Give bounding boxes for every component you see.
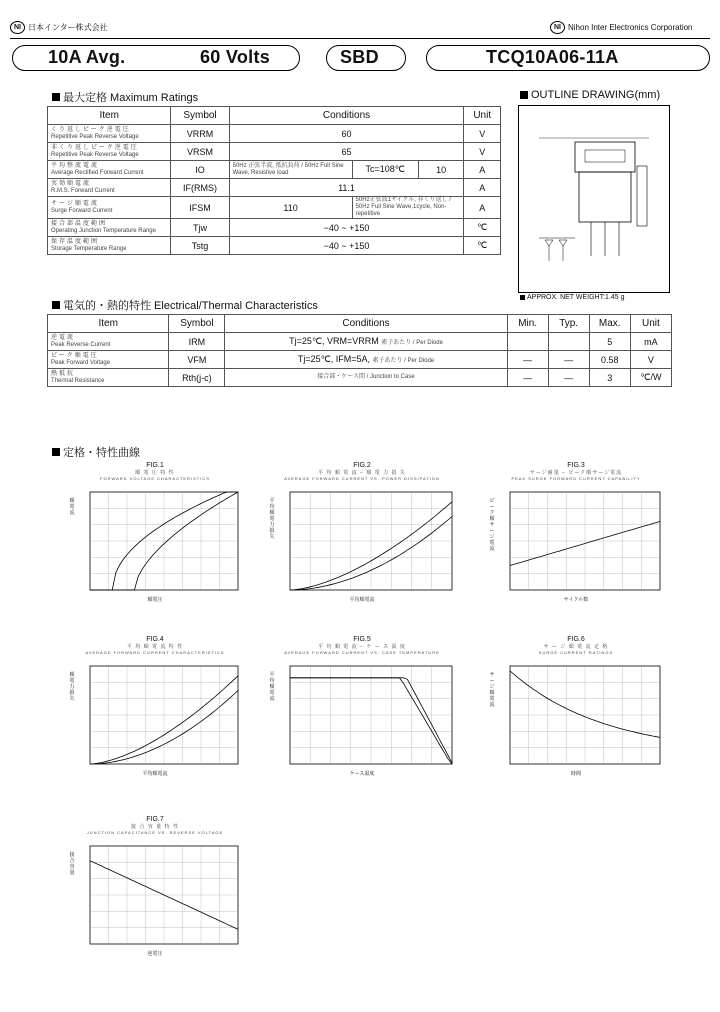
fig-plot: [62, 836, 248, 966]
table-row: ピーク順電圧 Peak Forward Voltage VFM Tj=25℃, IFM=5A, 素子あたり / Per Diode — — 0.58 V: [48, 351, 672, 369]
fig-label: FIG.3: [567, 462, 585, 469]
fig-subtitle: PEAK SURGE FORWARD CURRENT CAPABILITY: [511, 476, 641, 481]
fig-label: FIG.2: [353, 462, 371, 469]
fig-xlabel: ケース温度: [349, 771, 375, 777]
fig-plot: [62, 656, 248, 786]
fig-ylabel: 順電流: [69, 498, 75, 516]
electrical-title: 電気的・熱的特性 Electrical/Thermal Characteristics: [52, 297, 318, 313]
fig-5: [262, 636, 462, 786]
fig-label: FIG.4: [146, 636, 164, 643]
fig-xlabel: 時間: [570, 771, 581, 777]
table-row: 平均整流電流 Average Rectified Forward Current IO 50Hz 正弦半波, 抵抗負荷 / 50Hz Full Sine Wave, Resistive load Tc=108℃ 10 A: [48, 161, 501, 179]
right-logo-text: Nihon Inter Electronics Corporation: [568, 23, 693, 32]
fig-title: 接 合 容 量 特 性: [131, 824, 179, 830]
fig-1: [62, 462, 248, 612]
max-ratings-table: Item Symbol Conditions Unit くり返しピーク逆電圧 Repetitive Peak Reverse Voltage VRRM 60 V 非くり返しピーク逆電圧 Repetitive Peak Reverse Voltage VRSM 65 V 平均整流電流 Average Rectified Forward Current IO 50Hz 正弦半波, 抵抗負荷 / 50Hz Full Sine Wave, Resistive load Tc=108℃ 10 A 実効順電流 R.M.S. Forward Current IF(RMS) 11.1 A サージ順電流 Surge Forward Current IFSM 110 50Hz正弦波1サイクル, 非くり返し / 50Hz Full Sine Wave,1cycle, Non-repetitive A 接合部温度範囲 Operating Junction Temperature Range Tjw −40 ~ +150 ℃ 保存温度範囲 Storage Temperature Range Tstg −40 ~ +150 ℃: [47, 106, 501, 255]
table-row: くり返しピーク逆電圧 Repetitive Peak Reverse Voltage VRRM 60 V: [48, 125, 501, 143]
table-row: 接合部温度範囲 Operating Junction Temperature Range Tjw −40 ~ +150 ℃: [48, 219, 501, 237]
table-row: サージ順電流 Surge Forward Current IFSM 110 50Hz正弦波1サイクル, 非くり返し / 50Hz Full Sine Wave,1cycle, Non-repetitive A: [48, 197, 501, 219]
fig-4: [62, 636, 248, 786]
nihon-inter-logo-icon-right: NI: [550, 21, 565, 34]
fig-label: FIG.1: [146, 462, 164, 469]
section-square-icon: [52, 301, 60, 309]
fig-xlabel: 順電圧: [147, 597, 163, 603]
left-logo-text: 日本インター株式会社: [28, 23, 108, 32]
fig-subtitle: AVERAGE FORWARD CURRENT CHARACTERISTICS: [85, 650, 225, 655]
fig-title: サージ耐量 − ピーク順サージ電流: [529, 470, 623, 476]
fig-ylabel: ピーク順サージ電流: [489, 498, 495, 552]
electrical-table: Item Symbol Conditions Min. Typ. Max. Unit 逆電流 Peak Reverse Current IRM Tj=25℃, VRM=VRRM 素子あたり / Per Diode 5 mA ピーク順電圧 Peak Forward Voltage VFM Tj=25℃, IFM=5A, 素子あたり / Per Diode — — 0.58 V 熱抵抗 Thermal Resistance Rth(j-c) 接合部・ケース間 / Junction to Case — — 3 ℃/W: [47, 314, 672, 387]
table-row: 保存温度範囲 Storage Temperature Range Tstg −40 ~ +150 ℃: [48, 237, 501, 255]
package-outline-diagram: [519, 106, 669, 292]
device-type: SBD: [340, 47, 379, 67]
fig-subtitle: JUNCTION CAPACITANCE VS. REVERSE VOLTAGE: [86, 830, 224, 835]
fig-2: [262, 462, 462, 612]
fig-label: FIG.7: [146, 816, 164, 823]
table-row: 非くり返しピーク逆電圧 Repetitive Peak Reverse Voltage VRSM 65 V: [48, 143, 501, 161]
max-ratings-title: 最大定格 Maximum Ratings: [52, 89, 198, 105]
bullet-square-icon: [520, 295, 525, 300]
net-weight: APPROX. NET WEIGHT:1.45 g: [520, 294, 625, 301]
fig-label: FIG.6: [567, 636, 585, 643]
fig-title: 平 均 順 電 流 − ケ ー ス 温 度: [318, 644, 406, 650]
fig-3: [482, 462, 670, 612]
fig-6: [482, 636, 670, 786]
section-square-icon: [52, 93, 60, 101]
fig-plot: [262, 482, 462, 612]
fig-plot: [482, 656, 670, 786]
left-logo: [10, 21, 108, 34]
table-row: 実効順電流 R.M.S. Forward Current IF(RMS) 11.1 A: [48, 179, 501, 197]
fig-label: FIG.5: [353, 636, 371, 643]
right-logo: [550, 21, 693, 34]
fig-7: [62, 816, 248, 966]
fig-title: サ ー ジ 順 電 流 定 格: [543, 644, 609, 650]
fig-title: 順 電 圧 特 性: [135, 470, 175, 476]
table-row: 熱抵抗 Thermal Resistance Rth(j-c) 接合部・ケース間 / Junction to Case — — 3 ℃/W: [48, 369, 672, 387]
part-number: TCQ10A06-11A: [486, 47, 619, 67]
fig-title: 平 均 順 電 流 特 性: [126, 644, 184, 650]
section-square-icon: [52, 448, 60, 456]
fig-ylabel: 接合容量: [69, 852, 75, 876]
fig-title: 平 均 順 電 流 − 順 電 力 損 失: [318, 470, 406, 476]
fig-subtitle: SURGE CURRENT RATINGS: [538, 650, 614, 655]
fig-xlabel: 逆電圧: [147, 951, 163, 957]
fig-ylabel: サージ順電流: [489, 672, 495, 708]
fig-xlabel: 平均順電流: [349, 597, 375, 603]
fig-subtitle: FORWARD VOLTAGE CHARACTERISTICS: [100, 476, 210, 481]
voltage-rating: 60 Volts: [200, 47, 271, 67]
section-square-icon: [520, 91, 528, 99]
fig-ylabel: 平均順電流: [269, 672, 275, 702]
fig-ylabel: 順電力損失: [69, 672, 75, 702]
fig-ylabel: 平均順電力損失: [269, 498, 275, 540]
fig-plot: [482, 482, 670, 612]
current-rating: 10A Avg.: [48, 47, 126, 67]
outline-title: OUTLINE DRAWING(mm): [520, 89, 660, 101]
outline-drawing: [518, 105, 670, 293]
header-top-rule: [10, 38, 710, 39]
nihon-inter-logo-icon: NI: [10, 21, 25, 34]
fig-xlabel: 平均順電流: [142, 771, 168, 777]
fig-xlabel: サイクル数: [563, 597, 589, 603]
fig-subtitle: AVERAGE FORWARD CURRENT VS. POWER DISSIPATION: [284, 476, 440, 481]
fig-plot: [62, 482, 248, 612]
curves-title: 定格・特性曲線: [52, 444, 140, 460]
fig-plot: [262, 656, 462, 786]
fig-subtitle: AVERAGE FORWARD CURRENT VS. CASE TEMPERATURE: [284, 650, 440, 655]
table-row: 逆電流 Peak Reverse Current IRM Tj=25℃, VRM=VRRM 素子あたり / Per Diode 5 mA: [48, 333, 672, 351]
